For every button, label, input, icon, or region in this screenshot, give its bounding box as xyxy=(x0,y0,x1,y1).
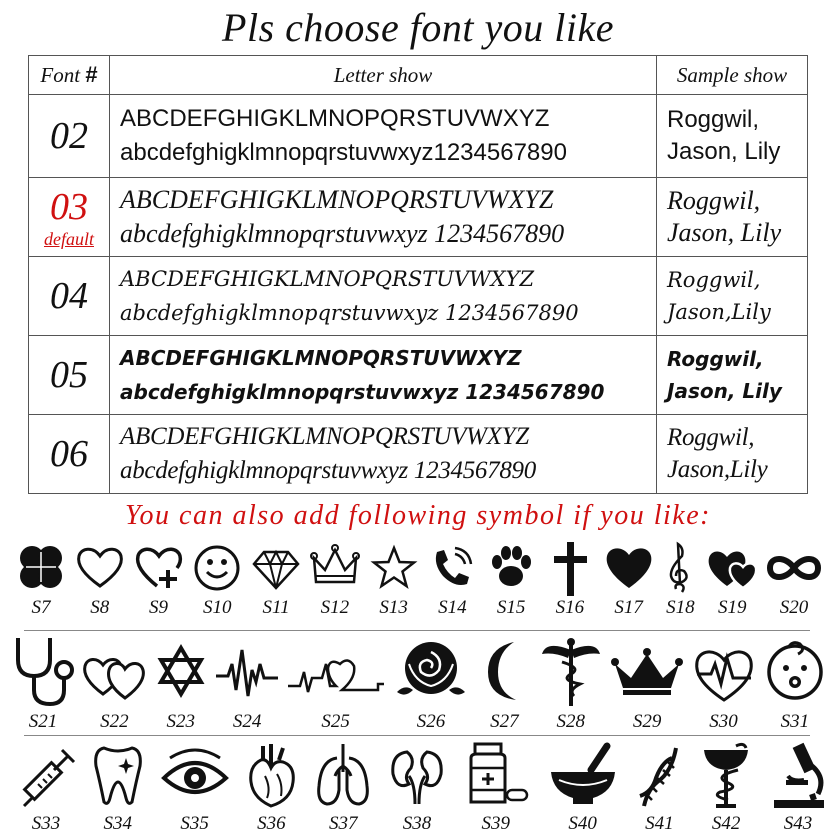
symbol-option[interactable] xyxy=(768,740,828,834)
uppercase-letters: ABCDEFGHIGKLMNOPQRSTUVWXYZ xyxy=(120,346,522,370)
dna-icon xyxy=(634,740,684,812)
letter-show xyxy=(110,257,657,336)
font-number: 02 xyxy=(29,95,110,178)
microscope-icon xyxy=(768,740,828,812)
symbol-label: S16 xyxy=(555,597,585,618)
symbol-label: S12 xyxy=(320,597,350,618)
symbol-option[interactable] xyxy=(249,540,303,618)
medicine-bottle-icon xyxy=(461,740,531,812)
symbol-label: S24 xyxy=(232,711,262,732)
symbol-label: S31 xyxy=(780,711,810,732)
symbol-option[interactable] xyxy=(484,540,538,618)
symbol-option[interactable] xyxy=(190,540,244,618)
symbol-row-2 xyxy=(10,634,828,732)
rose-icon xyxy=(391,634,471,710)
symbol-label: S34 xyxy=(103,813,133,834)
symbol-option[interactable] xyxy=(14,540,68,618)
symbol-option[interactable] xyxy=(634,740,684,834)
double-heart-icon xyxy=(705,540,759,596)
lowercase-letters: abcdefghigklmnopqrstuvwxyz 1234567890 xyxy=(120,457,536,484)
symbol-option[interactable] xyxy=(660,540,700,618)
symbol-option[interactable] xyxy=(538,634,604,732)
uppercase-letters: ABCDEFGHIGKLMNOPQRSTUVWXYZ xyxy=(120,105,550,132)
symbol-label: S9 xyxy=(149,597,169,618)
eye-icon xyxy=(160,740,230,812)
kidneys-icon xyxy=(387,740,447,812)
sample-line-1: Roggwil, xyxy=(667,268,761,292)
symbol-label: S36 xyxy=(257,813,286,834)
font-row-05[interactable] xyxy=(29,336,808,415)
symbol-option[interactable] xyxy=(286,634,386,732)
symbol-label: S21 xyxy=(28,711,58,732)
font-row-04[interactable] xyxy=(29,257,808,336)
font-row-02[interactable] xyxy=(29,95,808,178)
symbol-label: S26 xyxy=(416,711,446,732)
symbol-label: S25 xyxy=(321,711,350,732)
symbol-label: S29 xyxy=(632,711,662,732)
symbol-option[interactable] xyxy=(698,740,754,834)
symbol-label: S35 xyxy=(180,813,209,834)
symbol-option[interactable] xyxy=(81,634,147,732)
baby-icon xyxy=(762,634,828,710)
sample-line-2: Jason, Lily xyxy=(667,379,782,403)
symbol-option[interactable] xyxy=(545,740,621,834)
symbol-label: S17 xyxy=(614,597,643,618)
page-title: Pls choose font you like xyxy=(222,5,614,50)
sample-line-1: Roggwil, xyxy=(667,347,764,371)
symbol-option[interactable] xyxy=(391,634,471,732)
symbol-option[interactable] xyxy=(425,540,479,618)
symbol-label: S28 xyxy=(556,711,585,732)
symbol-label: S23 xyxy=(166,711,196,732)
mortar-pestle-icon xyxy=(545,740,621,812)
font-number-value: 03 xyxy=(50,186,88,228)
lowercase-letters: abcdefghigklmnopqrstuvwxyz 1234567890 xyxy=(120,219,565,248)
symbol-label: S27 xyxy=(490,711,519,732)
font-number: 05 xyxy=(29,336,110,415)
heart-plus-icon xyxy=(132,540,186,596)
symbol-label: S19 xyxy=(717,597,747,618)
sample-show xyxy=(657,257,808,336)
moon-icon xyxy=(476,634,532,710)
divider xyxy=(24,630,810,631)
font-row-03[interactable] xyxy=(29,178,808,257)
symbol-row-1 xyxy=(14,540,824,618)
symbol-label: S20 xyxy=(779,597,809,618)
lowercase-letters: abcdefghigklmnopqrstuvwxyz 1234567890 xyxy=(120,380,605,404)
font-number: 06 xyxy=(29,415,110,494)
phone-icon xyxy=(425,540,479,596)
sample-line-1: Roggwil, xyxy=(667,186,761,215)
diamond-icon xyxy=(249,540,303,596)
letter-show-header: Letter show xyxy=(110,56,657,95)
stethoscope-icon xyxy=(10,634,76,710)
symbol-option[interactable] xyxy=(367,540,421,618)
sample-line-2: Jason,Lily xyxy=(667,300,771,324)
heart-filled-icon xyxy=(602,540,656,596)
symbol-label: S22 xyxy=(100,711,129,732)
letter-show xyxy=(110,95,657,178)
symbol-option[interactable] xyxy=(16,740,76,834)
symbol-option[interactable] xyxy=(461,740,531,834)
sample-show xyxy=(657,95,808,178)
sample-show xyxy=(657,415,808,494)
symbol-option[interactable] xyxy=(90,740,146,834)
symbol-label: S40 xyxy=(568,813,597,834)
infinity-icon xyxy=(764,540,824,596)
lowercase-letters: abcdefghigklmnopqrstuvwxyz1234567890 xyxy=(120,139,567,166)
sample-line-1: Roggwil, xyxy=(667,424,755,451)
letter-show xyxy=(110,336,657,415)
font-table xyxy=(28,55,808,494)
symbol-option[interactable] xyxy=(214,634,280,732)
cross-icon xyxy=(543,540,597,596)
font-number xyxy=(29,178,110,257)
lowercase-letters: abcdefghigklmnopqrstuvwxyz 1234567890 xyxy=(120,301,579,325)
star-icon xyxy=(367,540,421,596)
symbol-option[interactable] xyxy=(387,740,447,834)
default-label: default xyxy=(44,229,94,249)
symbol-row-3 xyxy=(16,740,828,834)
sample-show xyxy=(657,178,808,257)
treble-clef-icon xyxy=(660,540,700,596)
letter-show xyxy=(110,178,657,257)
crown-outline-icon xyxy=(308,540,362,596)
table-header-row xyxy=(29,56,808,95)
symbol-option[interactable] xyxy=(308,540,362,618)
symbol-label: S43 xyxy=(783,813,813,834)
symbol-label: S13 xyxy=(379,597,408,618)
symbol-label: S41 xyxy=(645,813,674,834)
heartbeat-heart-icon xyxy=(286,634,386,710)
syringe-icon xyxy=(16,740,76,812)
star-of-david-icon xyxy=(153,634,209,710)
crown-filled-icon xyxy=(609,634,685,710)
sample-line-2: Jason, Lily xyxy=(667,218,782,247)
symbol-option[interactable] xyxy=(132,540,186,618)
symbol-label: S18 xyxy=(666,597,695,618)
symbol-label: S37 xyxy=(328,813,358,834)
paw-icon xyxy=(484,540,538,596)
uppercase-letters: ABCDEFGHIGKLMNOPQRSTUVWXYZ xyxy=(120,267,535,291)
font-number: 04 xyxy=(29,257,110,336)
symbols-subtitle: You can also add following symbol if you like: xyxy=(125,500,711,531)
sample-line-2: Jason, Lily xyxy=(667,138,781,165)
symbol-label: S33 xyxy=(31,813,61,834)
symbol-option[interactable] xyxy=(609,634,685,732)
lungs-icon xyxy=(313,740,373,812)
symbol-option[interactable] xyxy=(543,540,597,618)
symbol-label: S30 xyxy=(709,711,738,732)
symbol-label: S14 xyxy=(438,597,467,618)
symbol-option[interactable] xyxy=(153,634,209,732)
bowl-of-hygieia-icon xyxy=(698,740,754,812)
heart-pulse-icon xyxy=(691,634,757,710)
symbol-option[interactable] xyxy=(313,740,373,834)
heartbeat-line-icon xyxy=(214,634,280,710)
sample-line-2: Jason,Lily xyxy=(667,456,768,483)
tooth-icon xyxy=(90,740,146,812)
anatomical-heart-icon xyxy=(243,740,299,812)
uppercase-letters: ABCDEFGHIGKLMNOPQRSTUVWXYZ xyxy=(120,423,529,450)
divider xyxy=(24,735,810,736)
symbol-option[interactable] xyxy=(764,540,824,618)
symbol-label: S11 xyxy=(262,597,290,618)
symbol-label: S15 xyxy=(496,597,526,618)
symbol-option[interactable] xyxy=(10,634,76,732)
letter-show xyxy=(110,415,657,494)
heart-outline-icon xyxy=(73,540,127,596)
symbol-label: S7 xyxy=(31,597,51,618)
symbol-label: S39 xyxy=(481,813,511,834)
uppercase-letters: ABCDEFGHIGKLMNOPQRSTUVWXYZ xyxy=(120,185,554,214)
clover-icon xyxy=(14,540,68,596)
symbol-option[interactable] xyxy=(705,540,759,618)
sample-show-header: Sample show xyxy=(657,56,808,95)
symbol-label: S10 xyxy=(203,597,232,618)
symbol-label: S42 xyxy=(711,813,741,834)
symbol-option[interactable] xyxy=(762,634,828,732)
symbol-option[interactable] xyxy=(160,740,230,834)
symbol-label: S8 xyxy=(90,597,110,618)
two-hearts-icon xyxy=(81,634,147,710)
font-number-header: Font # xyxy=(29,56,110,95)
caduceus-icon xyxy=(538,634,604,710)
symbol-option[interactable] xyxy=(73,540,127,618)
sample-line-1: Roggwil, xyxy=(667,106,760,133)
font-row-06[interactable] xyxy=(29,415,808,494)
symbol-option[interactable] xyxy=(243,740,299,834)
symbol-option[interactable] xyxy=(476,634,532,732)
symbol-option[interactable] xyxy=(602,540,656,618)
symbol-label: S38 xyxy=(402,813,432,834)
symbol-option[interactable] xyxy=(691,634,757,732)
sample-show xyxy=(657,336,808,415)
smiley-icon xyxy=(190,540,244,596)
